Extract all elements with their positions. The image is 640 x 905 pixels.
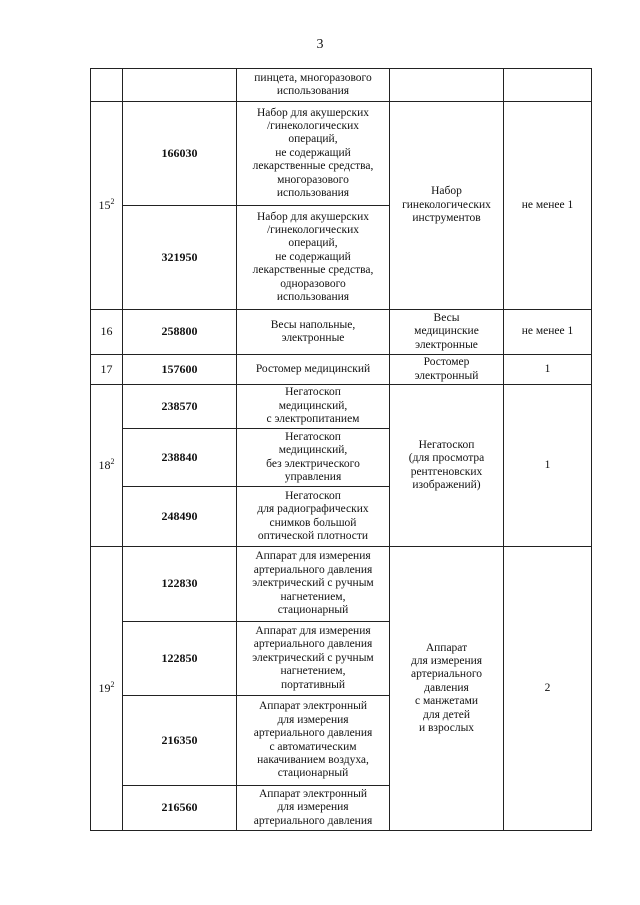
table-row — [91, 102, 592, 206]
row-number-main: 19 — [98, 680, 111, 695]
item-code: 157600 — [123, 355, 237, 385]
row-number-sup: 2 — [110, 196, 115, 206]
quantity: 1 — [504, 355, 592, 385]
row-number: 17 — [91, 355, 123, 385]
item-name: Весы напольные, электронные — [237, 310, 390, 355]
page-number: 3 — [316, 37, 324, 52]
row-number — [91, 102, 123, 310]
item-name: Негатоскоп медицинский, с электропитанием — [237, 385, 390, 429]
equipment-category — [390, 69, 504, 102]
row-number-main: 18 — [98, 457, 111, 472]
item-name: Аппарат электронный для измерения артериального давления с автоматическим накачиванием воздуха, стационарный — [237, 696, 390, 786]
equipment-category: Негатоскоп (для просмотра рентгеновских изображений) — [390, 385, 504, 547]
table-row — [91, 385, 592, 429]
table-row — [91, 69, 592, 102]
item-code: 238570 — [123, 385, 237, 429]
row-number — [91, 547, 123, 831]
table-row — [91, 310, 592, 355]
item-code: 216560 — [123, 786, 237, 831]
item-code — [123, 69, 237, 102]
row-number-sup: 2 — [110, 679, 115, 689]
item-name: Негатоскоп медицинский, без электрического управления — [237, 429, 390, 487]
item-name: Аппарат электронный для измерения артериального давления — [237, 786, 390, 831]
item-name: пинцета, многоразового использования — [237, 69, 390, 102]
equipment-category: Набор гинекологических инструментов — [390, 102, 504, 310]
item-code: 122850 — [123, 622, 237, 696]
equipment-category: Ростомер электронный — [390, 355, 504, 385]
quantity: не менее 1 — [504, 102, 592, 310]
item-name: Набор для акушерских /гинекологических операций, не содержащий лекарственные средства, одноразового использования — [237, 206, 390, 310]
equipment-category: Весы медицинские электронные — [390, 310, 504, 355]
item-code: 216350 — [123, 696, 237, 786]
quantity: 2 — [504, 547, 592, 831]
equipment-category: Аппарат для измерения артериального давления с манжетами для детей и взрослых — [390, 547, 504, 831]
item-code: 258800 — [123, 310, 237, 355]
table-row — [91, 355, 592, 385]
item-code: 238840 — [123, 429, 237, 487]
quantity: не менее 1 — [504, 310, 592, 355]
row-number-main: 15 — [98, 197, 111, 212]
row-number — [91, 69, 123, 102]
table-row — [91, 547, 592, 622]
item-name: Аппарат для измерения артериального давления электрический с ручным нагнетением, портативный — [237, 622, 390, 696]
item-code: 122830 — [123, 547, 237, 622]
item-code: 321950 — [123, 206, 237, 310]
row-number: 16 — [91, 310, 123, 355]
item-code: 248490 — [123, 487, 237, 547]
item-name: Аппарат для измерения артериального давления электрический с ручным нагнетением, стационарный — [237, 547, 390, 622]
equipment-table — [90, 68, 592, 831]
item-code: 166030 — [123, 102, 237, 206]
item-name: Набор для акушерских /гинекологических операций, не содержащий лекарственные средства, многоразового использования — [237, 102, 390, 206]
quantity: 1 — [504, 385, 592, 547]
item-name: Ростомер медицинский — [237, 355, 390, 385]
row-number-sup: 2 — [110, 456, 115, 466]
row-number — [91, 385, 123, 547]
item-name: Негатоскоп для радиографических снимков большой оптической плотности — [237, 487, 390, 547]
quantity — [504, 69, 592, 102]
